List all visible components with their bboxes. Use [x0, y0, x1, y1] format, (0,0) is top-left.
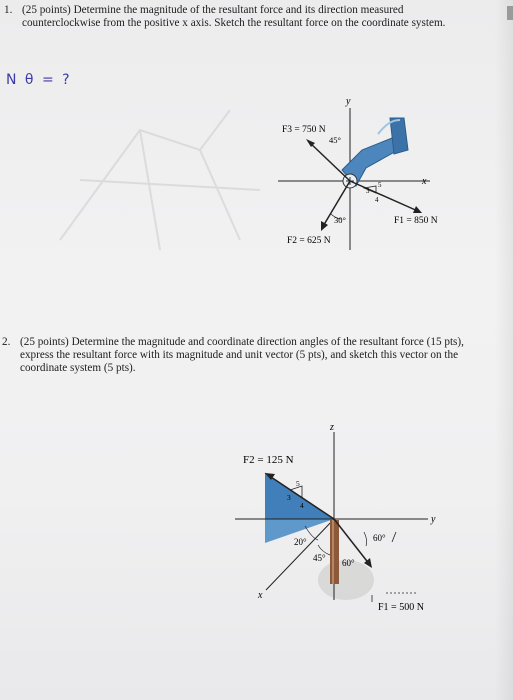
- fig1-f1-arrow: [350, 181, 420, 212]
- fig1-tri-3: 3: [366, 187, 370, 195]
- fig2-tri-5: 5: [296, 479, 300, 488]
- problem-2: [2, 336, 472, 376]
- fig1-f2-label: F2 = 625 N: [287, 236, 331, 246]
- bleed-through-sketch: [60, 110, 260, 250]
- fig1-tri-5: 5: [378, 181, 382, 189]
- fig1-f3-arrow: [308, 141, 350, 181]
- fig1-f3-label: F3 = 750 N: [282, 125, 326, 135]
- fig1-y-label: y: [346, 96, 351, 107]
- fig2-tri-3: 3: [287, 493, 291, 502]
- fig2-y-label: y: [431, 514, 436, 525]
- problem-1-text: (25 points) Determine the magnitude of the resultant force and its direction measured counterclockwise from the positive x axis. Sketch the resultant force on the coordinate system.: [22, 4, 446, 30]
- fig2-angle-60-lower: 60°: [342, 558, 355, 568]
- fig1-f3-angle: 45°: [329, 135, 341, 145]
- figure-1: [0, 0, 513, 330]
- handwritten-note: N θ = ?: [6, 72, 72, 88]
- figure-2: [0, 400, 513, 640]
- fig2-angle-45: 45°: [313, 553, 326, 563]
- fig1-f1-label: F1 = 850 N: [394, 216, 438, 226]
- fig2-angle-60-upper: 60°: [373, 533, 386, 543]
- fig1-f2-angle: 30°: [334, 215, 346, 225]
- fig2-x-label: x: [258, 590, 263, 601]
- fig2-f1-label: F1 = 500 N: [378, 602, 424, 613]
- fig2-angle-20: 20°: [294, 537, 307, 547]
- fig2-tri-4: 4: [300, 501, 304, 510]
- fig1-tri-4: 4: [375, 196, 379, 204]
- fig2-f2-label: F2 = 125 N: [243, 454, 294, 466]
- problem-2-text: (25 points) Determine the magnitude and coordinate direction angles of the resultant force (15 pts), express the resultant force with its magnitude and unit vector (5 pts), and sketch this vector on the coordinate system (5 pts).: [20, 336, 464, 375]
- fig2-post: [330, 520, 339, 584]
- problem-2-number: 2.: [2, 336, 11, 348]
- fig1-x-label: x: [422, 176, 427, 187]
- fig2-z-label: z: [330, 422, 334, 433]
- problem-1-number: 1.: [4, 4, 13, 16]
